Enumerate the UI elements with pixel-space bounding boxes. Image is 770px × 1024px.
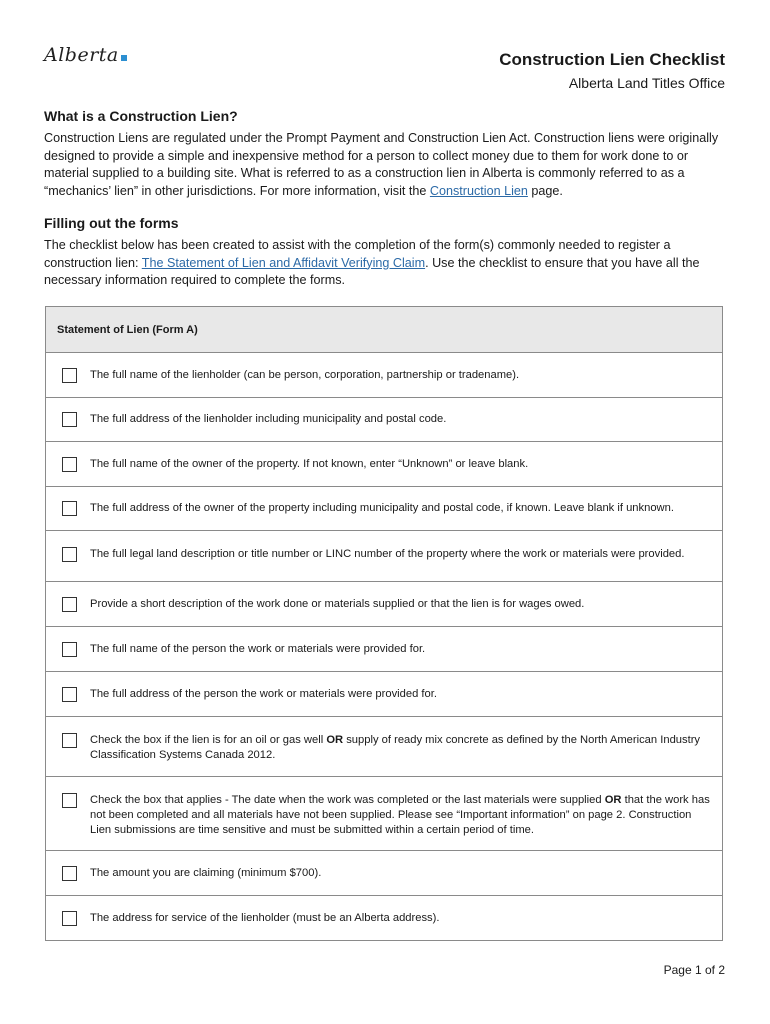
logo-square-icon <box>121 55 127 61</box>
checklist-row <box>46 672 722 717</box>
checklist-row <box>46 717 722 777</box>
checklist-row <box>46 442 722 487</box>
document-subtitle: Alberta Land Titles Office <box>568 75 725 91</box>
document-title: Construction Lien Checklist <box>499 50 725 69</box>
checkbox[interactable] <box>62 793 77 808</box>
paragraph-text: . Use the checklist to ensure that you have all the necessary information required to complete the forms. <box>44 255 700 287</box>
checklist-row <box>46 398 722 442</box>
checklist-item-text: The full address of the owner of the property including municipality and postal code, if known. Leave blank if unknown. <box>90 502 674 514</box>
checklist-row <box>46 627 722 672</box>
checklist-item-text: The full address of the lienholder including municipality and postal code. <box>90 413 447 425</box>
checklist-row <box>46 531 722 582</box>
checklist-item-text: The full name of the person the work or materials were provided for. <box>90 642 426 655</box>
checklist-item-text: Provide a short description of the work done or materials supplied or that the lien is for wages owed. <box>90 597 585 610</box>
section-heading-filling-forms: Filling out the forms <box>44 215 179 231</box>
paragraph-text: page. <box>527 183 563 198</box>
checklist-row <box>46 582 722 627</box>
checklist-header: Statement of Lien (Form A) <box>46 307 722 353</box>
statement-of-lien-link[interactable]: The Statement of Lien and Affidavit Verifying Claim <box>141 255 426 270</box>
checklist-row <box>46 896 722 940</box>
checklist-item-text: The amount you are claiming (minimum $700). <box>90 866 322 879</box>
checkbox[interactable] <box>62 457 77 472</box>
checklist-item-text: Check the box that applies - The date when the work was completed or the last materials were supplied OR that the work has not been completed and all materials have not been supplied. Please see “Important information” on page 2. Construction Lien submissions are time sensitive and must be submitted within a certain period of time. <box>90 794 710 836</box>
paragraph-text: The checklist below has been created to assist with the completion of the form(s) commonly needed to register a construction lien: <box>44 238 671 270</box>
checklist-item-text: The address for service of the lienholder (must be an Alberta address). <box>90 911 440 924</box>
checkbox[interactable] <box>62 733 77 748</box>
alberta-logo <box>44 44 127 66</box>
checkbox[interactable] <box>62 642 77 657</box>
logo-wordmark: Alberta <box>44 44 119 66</box>
checklist-row <box>46 851 722 896</box>
checkbox[interactable] <box>62 687 77 702</box>
checkbox[interactable] <box>62 547 77 562</box>
checklist-item-text: The full address of the person the work or materials were provided for. <box>90 687 437 700</box>
checkbox[interactable] <box>62 911 77 926</box>
checklist-item-text: The full name of the owner of the property. If not known, enter “Unknown” or leave blank. <box>90 457 529 470</box>
checklist-item-text: Check the box if the lien is for an oil or gas well OR supply of ready mix concrete as defined by the North American Industry Classification Systems Canada 2012. <box>90 734 701 761</box>
checklist-row <box>46 487 722 531</box>
page-number: Page 1 of 2 <box>663 963 725 977</box>
checklist-item-text: The full name of the lienholder (can be person, corporation, partnership or tradename). <box>90 368 520 381</box>
section-paragraph-filling-forms <box>44 237 728 290</box>
paragraph-text: Construction Liens are regulated under the Prompt Payment and Construction Lien Act. Construction liens were originally designed to provide a simple and inexpensive method for a person to collect money due to them for work done to or material supplied to a building site. What is referred to as a construction lien in Alberta is commonly referred to as a “mechanics’ lien” in other jurisdictions. For more information, visit the <box>44 131 719 198</box>
checklist-row <box>46 777 722 851</box>
section-paragraph-what-is <box>44 130 728 200</box>
checkbox[interactable] <box>62 501 77 516</box>
checkbox[interactable] <box>62 597 77 612</box>
section-heading-what-is: What is a Construction Lien? <box>44 108 238 124</box>
checkbox[interactable] <box>62 368 77 383</box>
checklist-row <box>46 353 722 398</box>
checklist-item-text: The full legal land description or title number or LINC number of the property where the work or materials were provided. <box>90 548 685 560</box>
checkbox[interactable] <box>62 866 77 881</box>
checkbox[interactable] <box>62 412 77 427</box>
construction-lien-link[interactable]: Construction Lien <box>429 183 528 198</box>
checklist-table <box>45 306 723 941</box>
